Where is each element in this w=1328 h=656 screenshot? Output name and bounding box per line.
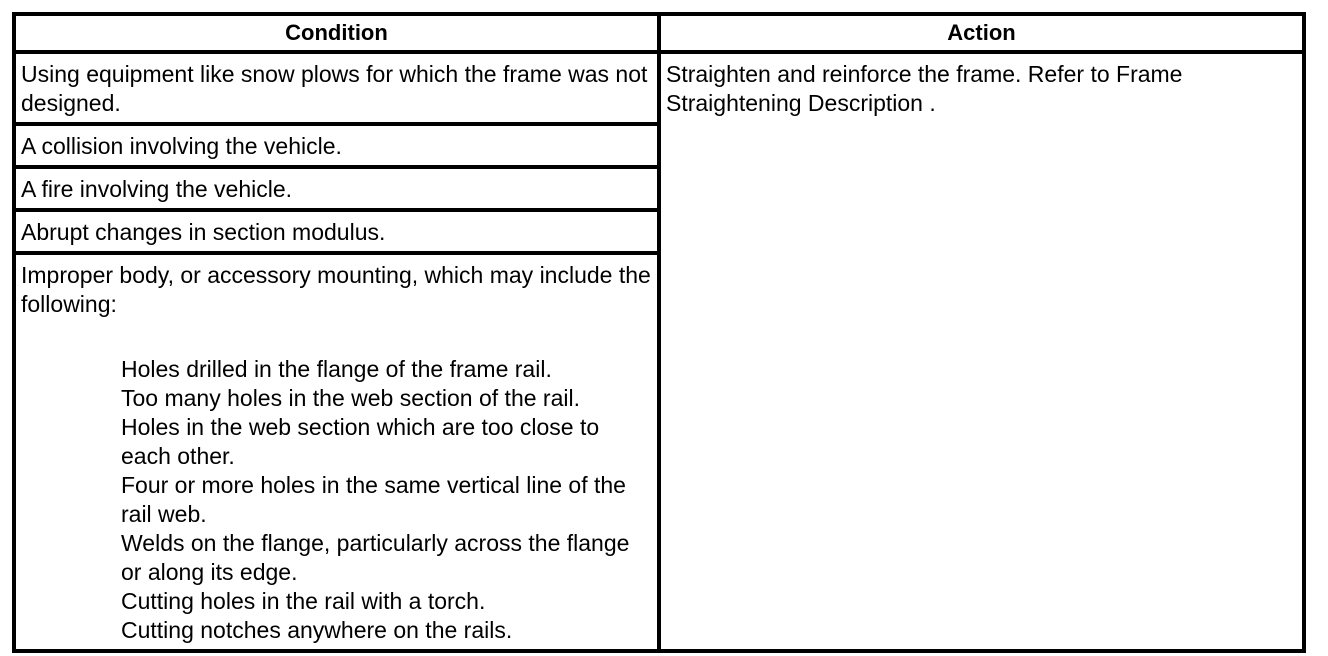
action-cell — [659, 52, 1304, 651]
condition-text: Abrupt changes in section modulus. — [21, 219, 386, 245]
header-row — [14, 14, 1304, 52]
list-item: Cutting notches anywhere on the rails. — [121, 617, 513, 643]
spacer — [21, 319, 653, 355]
list-item: Too many holes in the web section of the rail. — [121, 385, 580, 411]
list-item: Holes drilled in the flange of the frame rail. — [121, 356, 552, 382]
condition-cell — [14, 124, 659, 167]
condition-text: A collision involving the vehicle. — [21, 133, 342, 159]
condition-text: Using equipment like snow plows for which the frame was not designed. — [21, 61, 648, 116]
list-item: Holes in the web section which are too close to each other. — [121, 414, 600, 469]
condition-cell-content — [16, 255, 657, 649]
list-item: Cutting holes in the rail with a torch. — [121, 588, 486, 614]
condition-cell — [14, 210, 659, 253]
condition-action-table-container — [12, 12, 1302, 646]
list-item: Four or more holes in the same vertical line of the rail web. — [121, 472, 626, 527]
condition-cell — [14, 253, 659, 651]
condition-cell — [14, 167, 659, 210]
condition-text: A fire involving the vehicle. — [21, 176, 293, 202]
action-header: Action — [659, 14, 1304, 52]
condition-cell — [14, 52, 659, 124]
table-row — [14, 52, 1304, 124]
action-text: Straighten and reinforce the frame. Refer to Frame Straightening Description . — [666, 61, 1183, 116]
condition-action-table — [12, 12, 1306, 653]
condition-header: Condition — [14, 14, 659, 52]
condition-text: Improper body, or accessory mounting, which may include the following: — [21, 262, 651, 317]
list-item: Welds on the flange, particularly across the flange or along its edge. — [121, 530, 630, 585]
sub-item-list — [21, 355, 653, 645]
